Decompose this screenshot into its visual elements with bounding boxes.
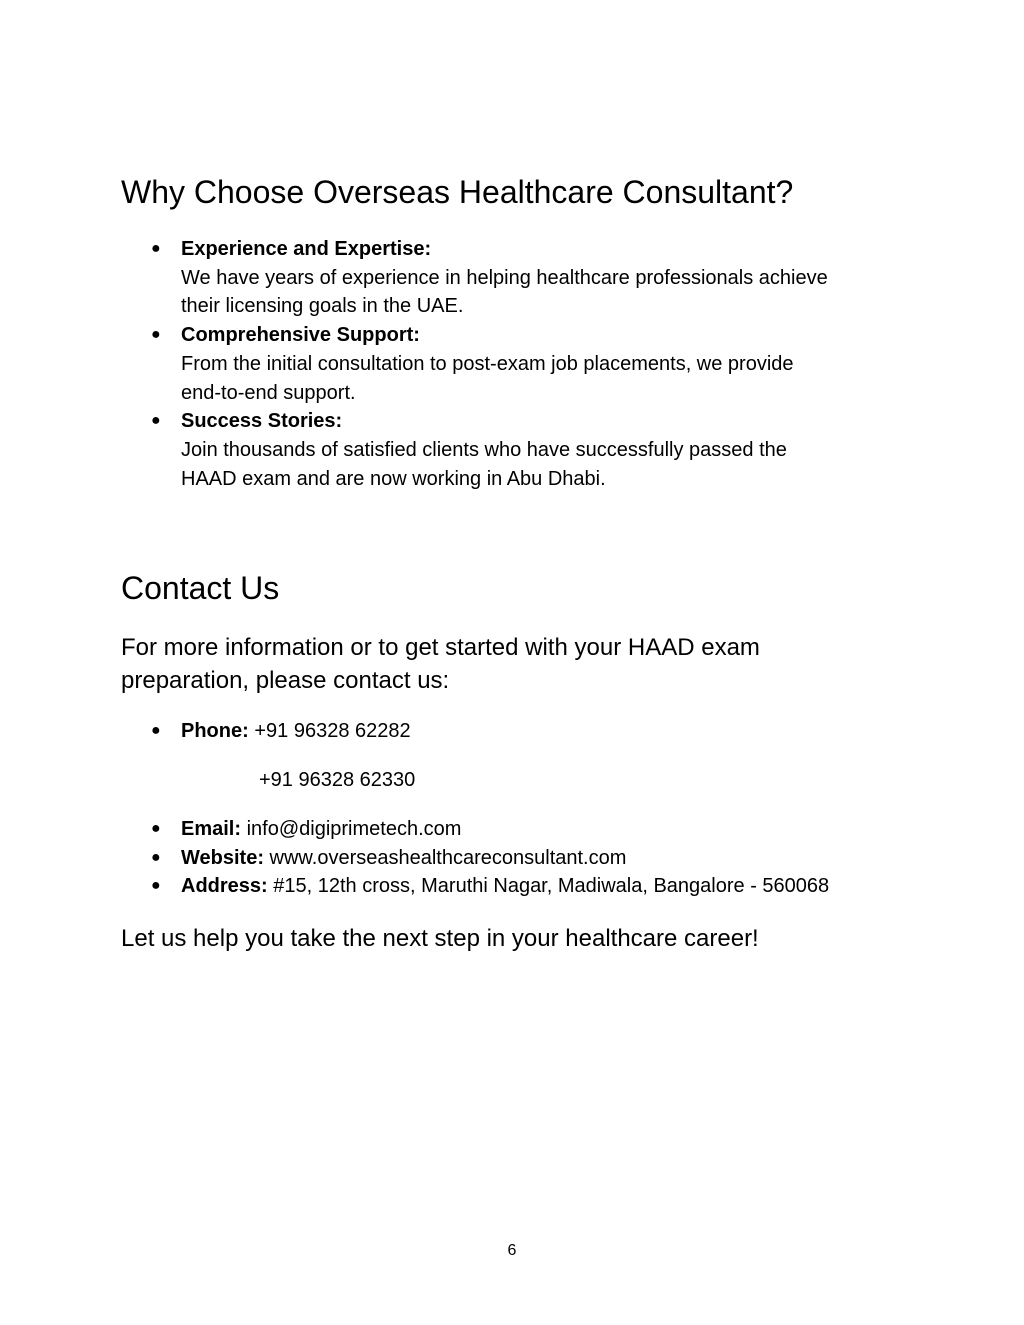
list-item-email bbox=[121, 815, 921, 844]
list-item-title: Comprehensive Support: bbox=[181, 324, 420, 347]
list-item-website bbox=[121, 844, 921, 873]
phone-number[interactable]: +91 96328 62282 bbox=[254, 720, 411, 742]
website-link[interactable]: www.overseashealthcareconsultant.com bbox=[269, 846, 627, 869]
contact-details-list bbox=[121, 815, 921, 901]
address-label: Address: bbox=[181, 875, 268, 898]
list-item-text: their licensing goals in the UAE. bbox=[181, 295, 464, 318]
list-item bbox=[121, 235, 921, 321]
contact-intro bbox=[121, 631, 881, 697]
list-item-title: Success Stories: bbox=[181, 410, 343, 433]
list-item-text: From the initial consultation to post-exam job placements, we provide bbox=[181, 352, 794, 375]
bullet-icon: ● bbox=[151, 877, 161, 895]
bullet-icon: ● bbox=[151, 848, 161, 866]
bullet-icon: ● bbox=[151, 722, 161, 739]
phone-number-secondary[interactable]: +91 96328 62330 bbox=[259, 769, 416, 791]
address-text: #15, 12th cross, Maruthi Nagar, Madiwala, Bangalore - 560068 bbox=[273, 875, 830, 898]
bullet-icon: ● bbox=[151, 326, 161, 344]
list-item-text: end-to-end support. bbox=[181, 381, 356, 404]
bullet-icon: ● bbox=[151, 240, 161, 257]
list-item-text: We have years of experience in helping healthcare professionals achieve bbox=[181, 266, 828, 289]
contact-phone-list bbox=[121, 717, 921, 746]
bullet-icon: ● bbox=[151, 412, 161, 430]
page-number: 6 bbox=[507, 1242, 517, 1259]
why-choose-list bbox=[121, 235, 921, 493]
list-item-text: Join thousands of satisfied clients who have successfully passed the bbox=[181, 438, 787, 461]
list-item bbox=[121, 407, 921, 493]
contact-intro-line: preparation, please contact us: bbox=[121, 667, 450, 694]
email-link[interactable]: info@digiprimetech.com bbox=[246, 818, 462, 840]
list-item-phone bbox=[121, 717, 921, 746]
closing-line: Let us help you take the next step in your healthcare career! bbox=[121, 925, 759, 952]
list-item-text: HAAD exam and are now working in Abu Dhabi. bbox=[181, 467, 606, 490]
contact-intro-line: For more information or to get started with your HAAD exam bbox=[121, 634, 760, 661]
list-item bbox=[121, 321, 921, 407]
website-label: Website: bbox=[181, 846, 264, 869]
list-item-address bbox=[121, 872, 921, 901]
contact-heading: Contact Us bbox=[121, 570, 280, 606]
why-choose-heading: Why Choose Overseas Healthcare Consultant? bbox=[121, 174, 794, 210]
phone-label: Phone: bbox=[181, 720, 249, 742]
email-label: Email: bbox=[181, 818, 242, 840]
bullet-icon: ● bbox=[151, 820, 161, 837]
list-item-title: Experience and Expertise: bbox=[181, 238, 432, 260]
